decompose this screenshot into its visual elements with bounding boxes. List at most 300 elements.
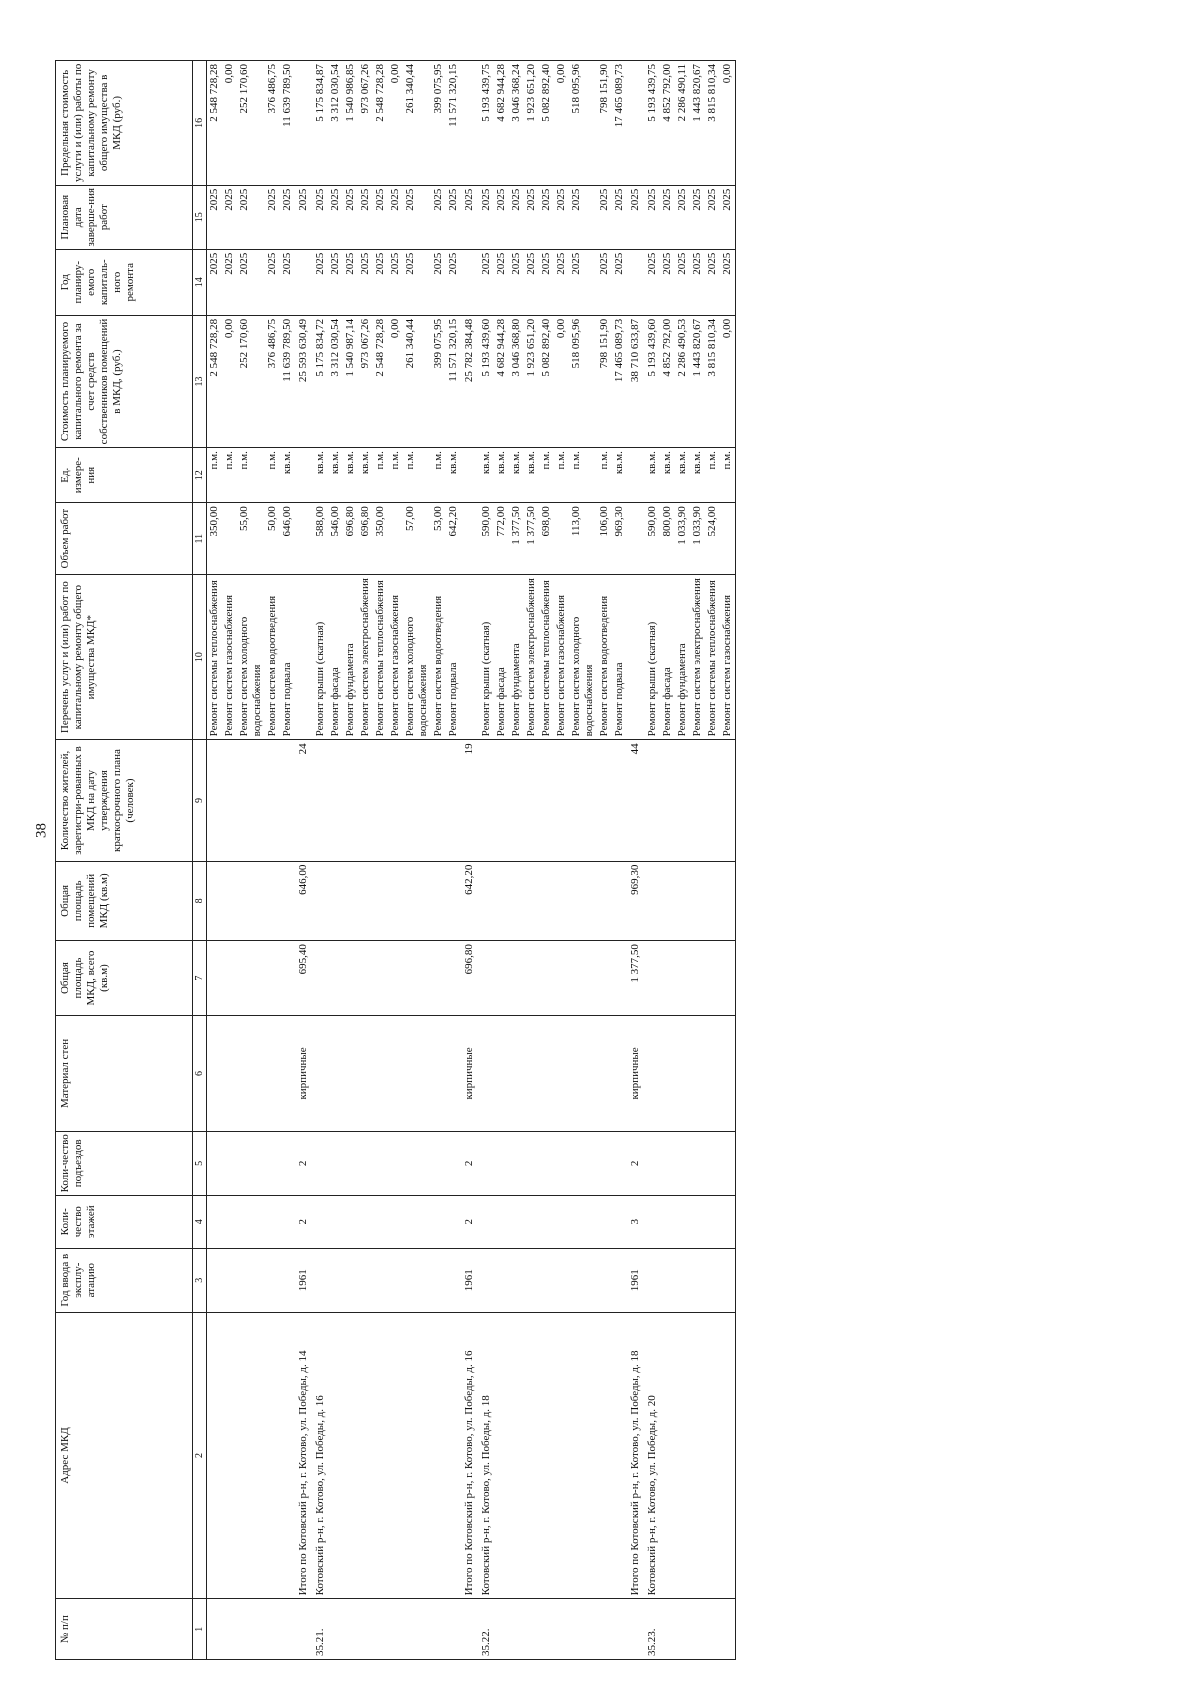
empty-cell <box>313 1195 328 1248</box>
work-volume: 698,00 <box>539 503 554 575</box>
row-number <box>690 1599 705 1660</box>
row-number <box>388 1599 403 1660</box>
work-name: Ремонт фундамента <box>675 574 690 739</box>
empty-cell <box>612 941 627 1016</box>
work-name: Ремонт систем электроснабжения <box>690 574 705 739</box>
empty-cell <box>328 1195 343 1248</box>
work-row <box>569 61 597 1660</box>
empty-cell <box>479 1131 494 1195</box>
work-volume: 642,20 <box>446 503 461 575</box>
work-name: Ремонт систем электроснабжения <box>358 574 373 739</box>
work-year: 2025 <box>207 249 223 315</box>
empty-cell <box>524 1131 539 1195</box>
work-row <box>539 61 554 1660</box>
work-limit-cost: 399 075,95 <box>431 61 446 186</box>
empty-cell <box>328 941 343 1016</box>
column-number: 10 <box>193 574 207 739</box>
column-number: 11 <box>193 503 207 575</box>
work-cost: 399 075,95 <box>431 315 446 447</box>
work-limit-cost: 3 815 810,34 <box>705 61 720 186</box>
total-end-date: 2025 <box>295 185 313 249</box>
total-room-area: 646,00 <box>295 861 313 940</box>
work-name: Ремонт крыши (скатная) <box>313 574 328 739</box>
column-number: 8 <box>193 861 207 940</box>
empty-cell <box>660 1248 675 1312</box>
work-volume <box>388 503 403 575</box>
empty-cell <box>313 1016 328 1132</box>
empty-cell <box>388 1248 403 1312</box>
work-cost: 5 193 439,60 <box>479 315 494 447</box>
work-name: Ремонт подвала <box>280 574 295 739</box>
work-limit-cost: 798 151,90 <box>597 61 612 186</box>
work-row <box>403 61 431 1660</box>
work-row <box>720 61 736 1660</box>
total-cost: 38 710 633,87 <box>627 315 645 447</box>
empty-cell <box>569 1131 597 1195</box>
work-year: 2025 <box>222 249 237 315</box>
row-number <box>446 1599 461 1660</box>
work-cost: 0,00 <box>388 315 403 447</box>
empty-cell <box>388 1131 403 1195</box>
empty-cell <box>237 740 265 861</box>
empty-cell <box>675 1195 690 1248</box>
empty-cell <box>358 1248 373 1312</box>
address <box>431 1312 446 1599</box>
work-year: 2025 <box>313 249 328 315</box>
empty-cell <box>554 1016 569 1132</box>
total-area: 696,80 <box>461 941 479 1016</box>
work-limit-cost: 5 082 892,40 <box>539 61 554 186</box>
work-name: Ремонт системы теплоснабжения <box>539 574 554 739</box>
work-cost: 4 682 944,28 <box>494 315 509 447</box>
address <box>597 1312 612 1599</box>
empty-cell <box>675 740 690 861</box>
work-volume: 1 033,90 <box>690 503 705 575</box>
row-number: 35.23. <box>645 1599 660 1660</box>
work-end-date: 2025 <box>494 185 509 249</box>
empty-cell <box>295 503 313 575</box>
work-cost: 3 815 810,34 <box>705 315 720 447</box>
empty-cell <box>569 1016 597 1132</box>
work-year: 2025 <box>237 249 265 315</box>
work-volume: 588,00 <box>313 503 328 575</box>
work-year: 2025 <box>479 249 494 315</box>
empty-cell <box>479 941 494 1016</box>
work-row <box>675 61 690 1660</box>
work-year: 2025 <box>358 249 373 315</box>
empty-cell <box>645 861 660 940</box>
work-year: 2025 <box>431 249 446 315</box>
work-limit-cost: 1 923 651,20 <box>524 61 539 186</box>
empty-cell <box>494 1131 509 1195</box>
work-name: Ремонт систем газоснабжения <box>222 574 237 739</box>
empty-cell <box>645 1016 660 1132</box>
empty-cell <box>431 1016 446 1132</box>
row-number <box>343 1599 358 1660</box>
address <box>343 1312 358 1599</box>
empty-cell <box>343 1131 358 1195</box>
work-volume: 590,00 <box>645 503 660 575</box>
row-number <box>554 1599 569 1660</box>
work-unit: кв.м. <box>358 448 373 503</box>
row-number <box>373 1599 388 1660</box>
column-header: Предельная стоимость услуги и (или) работы по капитальному ремонту общего имущества в МКД (руб.) <box>56 61 193 186</box>
work-end-date: 2025 <box>720 185 736 249</box>
total-wall-material: кирпичные <box>627 1016 645 1132</box>
work-end-date: 2025 <box>705 185 720 249</box>
work-year: 2025 <box>494 249 509 315</box>
empty-cell <box>554 1131 569 1195</box>
empty-cell <box>280 740 295 861</box>
work-row <box>222 61 237 1660</box>
row-number <box>597 1599 612 1660</box>
empty-cell <box>343 1195 358 1248</box>
column-number: 2 <box>193 1312 207 1599</box>
work-end-date: 2025 <box>403 185 431 249</box>
empty-cell <box>627 503 645 575</box>
column-number: 3 <box>193 1248 207 1312</box>
work-name: Ремонт систем холодного водоснабжения <box>237 574 265 739</box>
work-name: Ремонт систем газоснабжения <box>720 574 736 739</box>
empty-cell <box>597 1016 612 1132</box>
empty-cell <box>343 941 358 1016</box>
work-name: Ремонт фундамента <box>509 574 524 739</box>
work-year: 2025 <box>280 249 295 315</box>
address <box>403 1312 431 1599</box>
address <box>675 1312 690 1599</box>
row-number <box>280 1599 295 1660</box>
work-unit: п.м. <box>373 448 388 503</box>
work-year: 2025 <box>554 249 569 315</box>
column-number: 14 <box>193 249 207 315</box>
work-cost: 1 443 820,67 <box>690 315 705 447</box>
work-row <box>509 61 524 1660</box>
total-floors: 2 <box>295 1195 313 1248</box>
row-number <box>328 1599 343 1660</box>
column-header: Ед. измере-ния <box>56 448 193 503</box>
column-header: Год ввода в эксплу-атацию <box>56 1248 193 1312</box>
work-unit: кв.м. <box>509 448 524 503</box>
total-row <box>295 61 313 1660</box>
empty-cell <box>660 861 675 940</box>
empty-cell <box>313 740 328 861</box>
work-cost: 4 852 792,00 <box>660 315 675 447</box>
empty-cell <box>494 1248 509 1312</box>
work-end-date: 2025 <box>237 185 265 249</box>
empty-cell <box>237 1195 265 1248</box>
empty-cell <box>705 740 720 861</box>
total-year-built: 1961 <box>461 1248 479 1312</box>
empty-cell <box>461 61 479 186</box>
empty-cell <box>494 861 509 940</box>
total-row <box>627 61 645 1660</box>
work-cost: 1 540 987,14 <box>343 315 358 447</box>
work-unit: п.м. <box>597 448 612 503</box>
work-cost: 2 548 728,28 <box>373 315 388 447</box>
empty-cell <box>280 861 295 940</box>
empty-cell <box>373 1016 388 1132</box>
column-number: 9 <box>193 740 207 861</box>
empty-cell <box>494 941 509 1016</box>
empty-cell <box>280 1248 295 1312</box>
work-volume <box>222 503 237 575</box>
empty-cell <box>627 61 645 186</box>
work-name: Ремонт фасада <box>328 574 343 739</box>
work-name: Ремонт систем холодного водоснабжения <box>403 574 431 739</box>
empty-cell <box>479 740 494 861</box>
column-header: Коли-чество этажей <box>56 1195 193 1248</box>
work-name: Ремонт фундамента <box>343 574 358 739</box>
empty-cell <box>612 1131 627 1195</box>
empty-cell <box>358 1131 373 1195</box>
work-row <box>446 61 461 1660</box>
empty-cell <box>705 861 720 940</box>
work-unit: кв.м. <box>479 448 494 503</box>
empty-cell <box>705 1016 720 1132</box>
work-limit-cost: 261 340,44 <box>403 61 431 186</box>
empty-cell <box>313 1131 328 1195</box>
work-limit-cost: 518 095,96 <box>569 61 597 186</box>
empty-cell <box>446 1248 461 1312</box>
empty-cell <box>479 1195 494 1248</box>
work-unit: п.м. <box>265 448 280 503</box>
column-header: Объем работ <box>56 503 193 575</box>
work-limit-cost: 11 571 320,15 <box>446 61 461 186</box>
work-limit-cost: 2 548 728,28 <box>373 61 388 186</box>
work-year: 2025 <box>705 249 720 315</box>
empty-cell <box>569 861 597 940</box>
empty-cell <box>328 740 343 861</box>
address <box>705 1312 720 1599</box>
total-row <box>461 61 479 1660</box>
work-name: Ремонт подвала <box>612 574 627 739</box>
empty-cell <box>524 1016 539 1132</box>
work-unit: кв.м. <box>313 448 328 503</box>
work-limit-cost: 2 286 490,11 <box>675 61 690 186</box>
total-year-built: 1961 <box>295 1248 313 1312</box>
row-number <box>431 1599 446 1660</box>
row-number <box>705 1599 720 1660</box>
total-area: 695,40 <box>295 941 313 1016</box>
work-year: 2025 <box>612 249 627 315</box>
work-end-date: 2025 <box>539 185 554 249</box>
empty-cell <box>446 1195 461 1248</box>
work-unit: п.м. <box>720 448 736 503</box>
work-end-date: 2025 <box>612 185 627 249</box>
empty-cell <box>612 1248 627 1312</box>
row-number <box>660 1599 675 1660</box>
address <box>569 1312 597 1599</box>
work-cost: 798 151,90 <box>597 315 612 447</box>
work-year: 2025 <box>509 249 524 315</box>
work-volume: 772,00 <box>494 503 509 575</box>
empty-cell <box>373 941 388 1016</box>
total-residents: 19 <box>461 740 479 861</box>
empty-cell <box>660 1131 675 1195</box>
work-row <box>494 61 509 1660</box>
work-row <box>660 61 675 1660</box>
work-name: Ремонт систем холодного водоснабжения <box>569 574 597 739</box>
work-unit: кв.м. <box>675 448 690 503</box>
empty-cell <box>675 1131 690 1195</box>
empty-cell <box>461 448 479 503</box>
work-volume <box>554 503 569 575</box>
work-year: 2025 <box>675 249 690 315</box>
work-row <box>479 61 494 1660</box>
work-limit-cost: 3 312 030,54 <box>328 61 343 186</box>
work-name: Ремонт крыши (скатная) <box>645 574 660 739</box>
total-residents: 24 <box>295 740 313 861</box>
total-label: Итого по Котовский р-н, г. Котово, ул. Победы, д. 18 <box>627 1312 645 1599</box>
work-end-date: 2025 <box>431 185 446 249</box>
work-row <box>690 61 705 1660</box>
total-label: Итого по Котовский р-н, г. Котово, ул. Победы, д. 16 <box>461 1312 479 1599</box>
work-volume: 53,00 <box>431 503 446 575</box>
empty-cell <box>295 1599 313 1660</box>
empty-cell <box>295 249 313 315</box>
work-cost: 5 082 892,40 <box>539 315 554 447</box>
empty-cell <box>328 1016 343 1132</box>
empty-cell <box>237 941 265 1016</box>
work-year: 2025 <box>597 249 612 315</box>
empty-cell <box>660 1016 675 1132</box>
empty-cell <box>705 1195 720 1248</box>
empty-cell <box>690 1016 705 1132</box>
empty-cell <box>446 861 461 940</box>
address: Котовский р-н, г. Котово, ул. Победы, д. 20 <box>645 1312 660 1599</box>
empty-cell <box>373 740 388 861</box>
column-header: Количество жителей, зарегистри-рованных в МКД на дату утверждения краткосрочного плана (человек) <box>56 740 193 861</box>
empty-cell <box>343 1248 358 1312</box>
empty-cell <box>597 1131 612 1195</box>
empty-cell <box>280 941 295 1016</box>
work-cost: 11 571 320,15 <box>446 315 461 447</box>
work-name: Ремонт систем водоотведения <box>597 574 612 739</box>
empty-cell <box>446 1016 461 1132</box>
work-cost: 5 193 439,60 <box>645 315 660 447</box>
work-volume: 524,00 <box>705 503 720 575</box>
empty-cell <box>446 941 461 1016</box>
total-end-date: 2025 <box>627 185 645 249</box>
total-entrances: 2 <box>295 1131 313 1195</box>
empty-cell <box>207 941 223 1016</box>
empty-cell <box>373 861 388 940</box>
address <box>494 1312 509 1599</box>
work-volume: 106,00 <box>597 503 612 575</box>
total-room-area: 642,20 <box>461 861 479 940</box>
empty-cell <box>403 1131 431 1195</box>
empty-cell <box>403 1248 431 1312</box>
empty-cell <box>373 1131 388 1195</box>
address <box>660 1312 675 1599</box>
empty-cell <box>539 941 554 1016</box>
row-number: 35.22. <box>479 1599 494 1660</box>
empty-cell <box>373 1195 388 1248</box>
empty-cell <box>690 1195 705 1248</box>
total-room-area: 969,30 <box>627 861 645 940</box>
empty-cell <box>265 740 280 861</box>
empty-cell <box>660 1195 675 1248</box>
empty-cell <box>612 1195 627 1248</box>
empty-cell <box>660 740 675 861</box>
work-unit: п.м. <box>222 448 237 503</box>
empty-cell <box>207 1016 223 1132</box>
empty-cell <box>373 1248 388 1312</box>
empty-cell <box>358 1016 373 1132</box>
column-header: Плановая дата заверше-ния работ <box>56 185 193 249</box>
work-limit-cost: 252 170,60 <box>237 61 265 186</box>
work-name: Ремонт систем газоснабжения <box>554 574 569 739</box>
address <box>280 1312 295 1599</box>
work-name: Ремонт крыши (скатная) <box>479 574 494 739</box>
work-name: Ремонт фасада <box>494 574 509 739</box>
column-number: 7 <box>193 941 207 1016</box>
empty-cell <box>675 941 690 1016</box>
empty-cell <box>222 740 237 861</box>
empty-cell <box>645 941 660 1016</box>
empty-cell <box>328 861 343 940</box>
empty-cell <box>207 1248 223 1312</box>
empty-cell <box>403 861 431 940</box>
work-volume: 969,30 <box>612 503 627 575</box>
work-row <box>373 61 388 1660</box>
work-name: Ремонт системы теплоснабжения <box>373 574 388 739</box>
work-end-date: 2025 <box>373 185 388 249</box>
work-cost: 376 486,75 <box>265 315 280 447</box>
work-end-date: 2025 <box>660 185 675 249</box>
empty-cell <box>675 861 690 940</box>
work-row <box>358 61 373 1660</box>
address <box>509 1312 524 1599</box>
empty-cell <box>597 861 612 940</box>
empty-cell <box>539 861 554 940</box>
empty-cell <box>597 1195 612 1248</box>
empty-cell <box>479 1016 494 1132</box>
empty-cell <box>313 861 328 940</box>
column-header: Коли-чество подъездов <box>56 1131 193 1195</box>
empty-cell <box>207 1195 223 1248</box>
work-limit-cost: 4 852 792,00 <box>660 61 675 186</box>
column-header: Общая площадь МКД, всего (кв.м) <box>56 941 193 1016</box>
work-cost: 261 340,44 <box>403 315 431 447</box>
work-limit-cost: 4 682 944,28 <box>494 61 509 186</box>
work-end-date: 2025 <box>280 185 295 249</box>
work-year: 2025 <box>446 249 461 315</box>
empty-cell <box>645 1131 660 1195</box>
empty-cell <box>446 740 461 861</box>
work-name: Ремонт системы теплоснабжения <box>705 574 720 739</box>
address: Котовский р-н, г. Котово, ул. Победы, д. 16 <box>313 1312 328 1599</box>
work-limit-cost: 5 193 439,75 <box>479 61 494 186</box>
empty-cell <box>612 861 627 940</box>
column-number: 6 <box>193 1016 207 1132</box>
total-cost: 25 782 384,48 <box>461 315 479 447</box>
work-volume: 546,00 <box>328 503 343 575</box>
work-end-date: 2025 <box>446 185 461 249</box>
work-year: 2025 <box>388 249 403 315</box>
empty-cell <box>645 740 660 861</box>
work-volume: 1 377,50 <box>524 503 539 575</box>
work-end-date: 2025 <box>222 185 237 249</box>
total-year-built: 1961 <box>627 1248 645 1312</box>
work-limit-cost: 376 486,75 <box>265 61 280 186</box>
work-name: Ремонт фасада <box>660 574 675 739</box>
capital-repair-table <box>55 60 736 1660</box>
work-end-date: 2025 <box>645 185 660 249</box>
address <box>690 1312 705 1599</box>
empty-cell <box>675 1016 690 1132</box>
empty-cell <box>720 1131 736 1195</box>
